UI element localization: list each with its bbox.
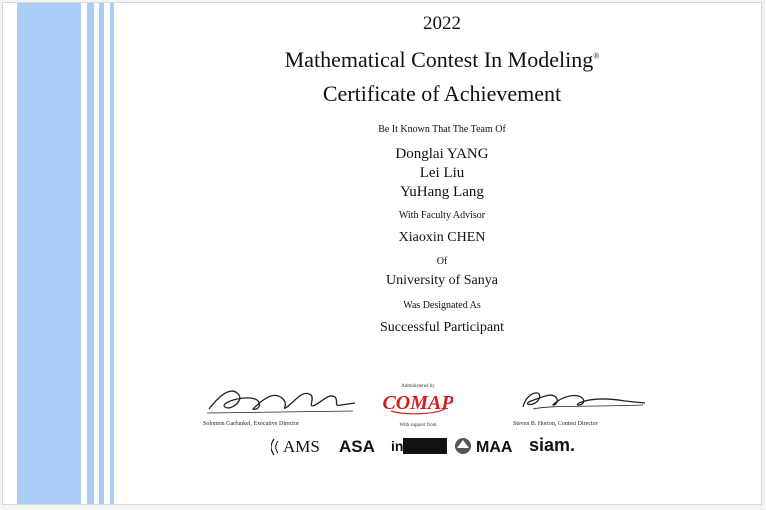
maa-logo-text: MAA	[476, 439, 513, 456]
contest-name: Mathematical Contest In Modeling	[284, 47, 594, 72]
signature-caption: Steven B. Horton, Contest Director	[513, 421, 598, 427]
decorative-stripe	[99, 3, 104, 504]
signature-caption: Solomon Garfunkel, Executive Director	[203, 421, 299, 427]
signature-scribble-right	[513, 385, 653, 419]
team-member-name: Donglai YANG	[395, 146, 489, 162]
siam-logo: siam.	[529, 435, 576, 455]
institution-name: University of Sanya	[386, 273, 498, 288]
contest-director-signature	[513, 385, 653, 427]
certificate-title: Certificate of Achievement	[322, 81, 562, 106]
administered-label: Administered by	[401, 384, 435, 389]
decorative-stripe	[17, 3, 81, 504]
informs-logo	[389, 437, 449, 455]
asa-logo: ASA	[339, 437, 375, 456]
informs-logo-text: informs	[391, 438, 443, 454]
of-label: Of	[436, 256, 448, 267]
contest-title	[123, 47, 761, 73]
designation-value: Successful Participant	[379, 320, 505, 335]
advisor-label: With Faculty Advisor	[398, 210, 486, 221]
executive-director-signature	[203, 381, 363, 427]
comap-logo	[383, 389, 453, 415]
certificate-content	[123, 3, 761, 504]
maa-logo	[454, 436, 524, 456]
team-intro-label: Be It Known That The Team Of	[378, 124, 506, 135]
decorative-stripe	[87, 3, 94, 504]
signature-scribble-left	[203, 381, 363, 421]
certificate-year: 2022	[423, 13, 461, 34]
comap-logo-text: COMAP	[383, 392, 453, 414]
decorative-stripe	[110, 3, 114, 504]
ams-logo	[271, 435, 335, 457]
certificate-page	[2, 2, 762, 505]
advisor-name: Xiaoxin CHEN	[398, 230, 486, 245]
designation-label: Was Designated As	[403, 300, 481, 311]
administrator-block	[378, 384, 458, 428]
ams-logo-text: AMS	[283, 437, 320, 456]
team-member-name: YuHang Lang	[400, 184, 484, 200]
support-label: With support from	[399, 423, 437, 428]
registered-mark: ®	[593, 51, 600, 61]
team-member-name: Lei Liu	[419, 165, 465, 181]
